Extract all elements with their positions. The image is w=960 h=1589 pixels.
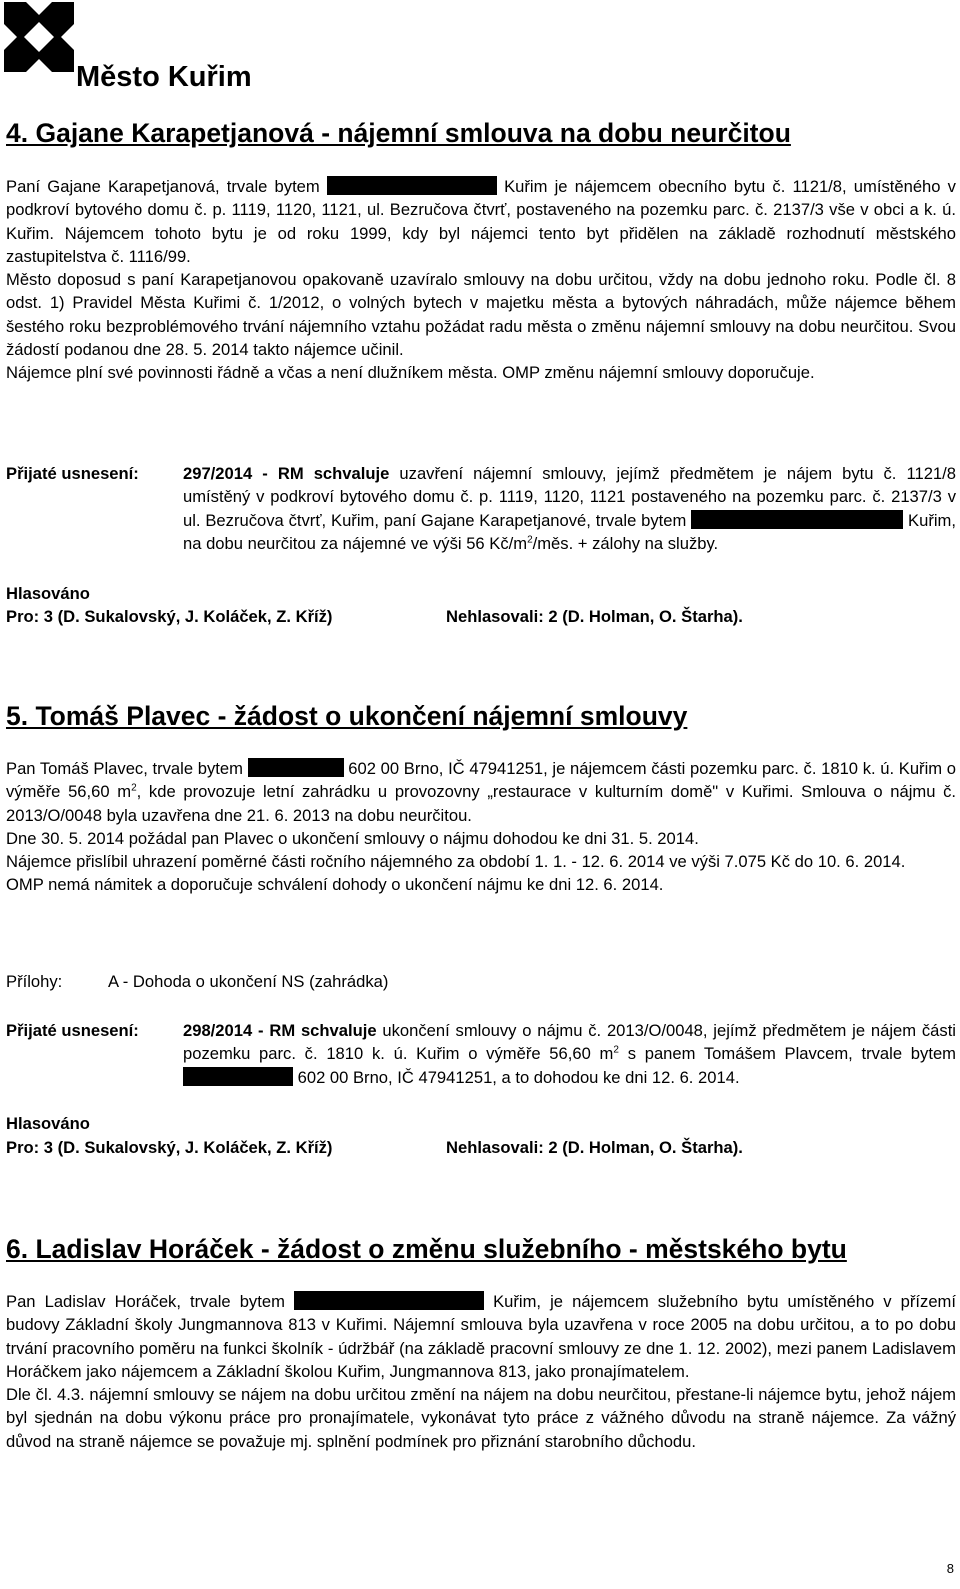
section-5-heading: 5. Tomáš Plavec - žádost o ukončení nájemní smlouvy xyxy=(6,701,688,731)
text: Pan Tomáš Plavec, trvale bytem xyxy=(6,759,243,778)
vote-heading: Hlasováno xyxy=(6,584,90,603)
votes-abstain: Nehlasovali: 2 (D. Holman, O. Štarha). xyxy=(446,1138,743,1157)
superscript: 2 xyxy=(613,1044,619,1056)
section-4-paragraph-1 xyxy=(6,175,956,268)
resolution-text xyxy=(183,1019,956,1089)
redaction-bar xyxy=(248,758,344,777)
resolution-number: 297/2014 - RM schvaluje xyxy=(183,464,390,483)
superscript: 2 xyxy=(527,534,533,546)
resolution-label: Přijaté usnesení: xyxy=(6,1021,139,1040)
attachments-label: Přílohy: xyxy=(6,972,63,991)
logo-text: Město Kuřim xyxy=(76,61,252,93)
section-5-paragraph-1 xyxy=(6,757,956,827)
section-4-heading: 4. Gajane Karapetjanová - nájemní smlouva na dobu neurčitou xyxy=(6,118,791,148)
redaction-bar xyxy=(294,1291,484,1310)
section-4-paragraph-3: Nájemce plní své povinnosti řádně a včas a není dlužníkem města. OMP změnu nájemní smlouvy doporučuje. xyxy=(6,363,815,383)
text: Kuřim, je nájemcem služebního bytu umístěného v přízemí budovy Základní školy Jungmannova 813 v Kuřimi. Nájemní smlouva byla uzavřena v roce 2005 na dobu určitou, a to po dobu trvání pracovního poměru na funkci školník - údržbář (na základě pracovní smlouvy ze dne 1. 12. 2002), mezi panem Ladislavem Horáčkem jako nájemcem a Základní školou Kuřim, Jungmannova 813, jako pronajímatelem. xyxy=(6,1292,956,1381)
vote-heading: Hlasováno xyxy=(6,1114,90,1133)
section-4-resolution xyxy=(6,462,956,555)
resolution-text xyxy=(183,462,956,555)
section-6-paragraph-2: Dle čl. 4.3. nájemní smlouvy se nájem na dobu určitou změní na nájem na dobu neurčitou, přestane-li nájemce bytu, jehož nájem byl sjednán na dobu výkonu práce pro pronajímatele, vykonávat tyto práce z vážného důvodu na straně nájemce. Za vážný důvod na straně nájemce se považuje mj. splnění podmínek pro přiznání starobního důchodu. xyxy=(6,1385,956,1451)
votes-for: Pro: 3 (D. Sukalovský, J. Koláček, Z. Kříž) xyxy=(6,607,333,626)
section-4-body xyxy=(6,175,956,385)
text: , kde provozuje letní zahrádku u provozovny „restaurace v kulturním domě" v Kuřimi. Smlouva o nájmu č. 2013/O/0048 byla uzavřena dne 21. 6. 2013 na dobu neurčitou. xyxy=(6,782,957,825)
text: uzavření nájemní smlouvy, jejímž předmětem je nájem bytu č. 1121/8 umístěný v podkroví bytového domu č. p. 1119, 1120, 1121 postaveného na pozemku parc. č. 2137/3 v ul. Bezručova čtvrť, Kuřim, paní Gajane Karapetjanové, trvale bytem xyxy=(183,464,956,530)
section-5-resolution xyxy=(6,1019,956,1089)
section-4-paragraph-2: Město doposud s paní Karapetjanovou opakovaně uzavíralo smlouvy na dobu určitou, vždy na dobu jednoho roku. Podle čl. 8 odst. 1) Pravidel Města Kuřimi č. 1/2012, o volných bytech v majetku města a bytových náhradách, může nájemce během šestého roku bezproblémového trvání nájemního vztahu požádat radu města o změnu nájemní smlouvy na dobu neurčitou. Svou žádostí podanou dne 28. 5. 2014 takto nájemce učinil. xyxy=(6,270,956,360)
section-6-paragraph-1 xyxy=(6,1290,956,1383)
section-5-hlasovano xyxy=(6,1112,90,1135)
text: Kuřim, na dobu neurčitou za nájemné ve výši 56 Kč/m xyxy=(183,510,956,553)
votes-for: Pro: 3 (D. Sukalovský, J. Koláček, Z. Kříž) xyxy=(6,1138,333,1157)
section-5-paragraph-3: Nájemce přislíbil uhrazení poměrné části ročního nájemného za období 1. 1. - 12. 6. 2014 ve výši 7.075 Kč do 10. 6. 2014. xyxy=(6,852,906,872)
section-5-paragraph-4: OMP nemá námitek a doporučuje schválení dohody o ukončení nájmu ke dni 12. 6. 2014. xyxy=(6,875,664,895)
resolution-label: Přijaté usnesení: xyxy=(6,464,139,483)
resolution-number: 298/2014 - RM schvaluje xyxy=(183,1021,377,1040)
superscript: 2 xyxy=(131,782,137,794)
text: 602 00 Brno, IČ 47941251, a to dohodou ke dni 12. 6. 2014. xyxy=(297,1067,740,1087)
text: ukončení smlouvy o nájmu č. 2013/O/0048, jejímž předmětem je nájem části pozemku parc. č. 1810 k. ú. Kuřim o výměře 56,60 m xyxy=(183,1021,956,1064)
page-number: 8 xyxy=(946,1561,954,1576)
section-5-paragraph-2: Dne 30. 5. 2014 požádal pan Plavec o ukončení smlouvy o nájmu dohodou ke dni 31. 5. 2014. xyxy=(6,828,699,848)
text: /měs. + zálohy na služby. xyxy=(532,533,719,553)
logo-mark-icon xyxy=(4,2,74,72)
text: Paní Gajane Karapetjanová, trvale bytem xyxy=(6,177,320,196)
text: s panem Tomášem Plavcem, trvale bytem xyxy=(627,1044,956,1064)
section-5-body xyxy=(6,757,956,897)
redaction-bar xyxy=(183,1067,293,1086)
mesto-kurim-logo xyxy=(4,2,264,94)
text: Kuřim je nájemcem obecního bytu č. 1121/8, umístěného v podkroví bytového domu č. p. 1119, 1120, 1121, ul. Bezručova čtvrť, postaveného na pozemku parc. č. 2137/3 vše v obci a k. ú. Kuřim. Nájemcem tohoto bytu je od roku 1999, kdy byl nájemci tento byt přidělen na základě rozhodnutí městského zastupitelstva č. 1116/99. xyxy=(6,177,956,266)
section-6-heading: 6. Ladislav Horáček - žádost o změnu služebního - městského bytu xyxy=(6,1234,847,1264)
text: 602 00 Brno, IČ 47941251, je nájemcem části pozemku parc. č. 1810 k. ú. Kuřim o výměře 56,60 m xyxy=(6,759,956,802)
section-4-hlasovano xyxy=(6,582,90,605)
section-6-body xyxy=(6,1290,956,1453)
redaction-bar xyxy=(691,510,903,529)
attachment-item: A - Dohoda o ukončení NS (zahrádka) xyxy=(108,972,389,991)
text: Pan Ladislav Horáček, trvale bytem xyxy=(6,1292,285,1311)
votes-abstain: Nehlasovali: 2 (D. Holman, O. Štarha). xyxy=(446,607,743,626)
redaction-bar xyxy=(327,176,497,195)
